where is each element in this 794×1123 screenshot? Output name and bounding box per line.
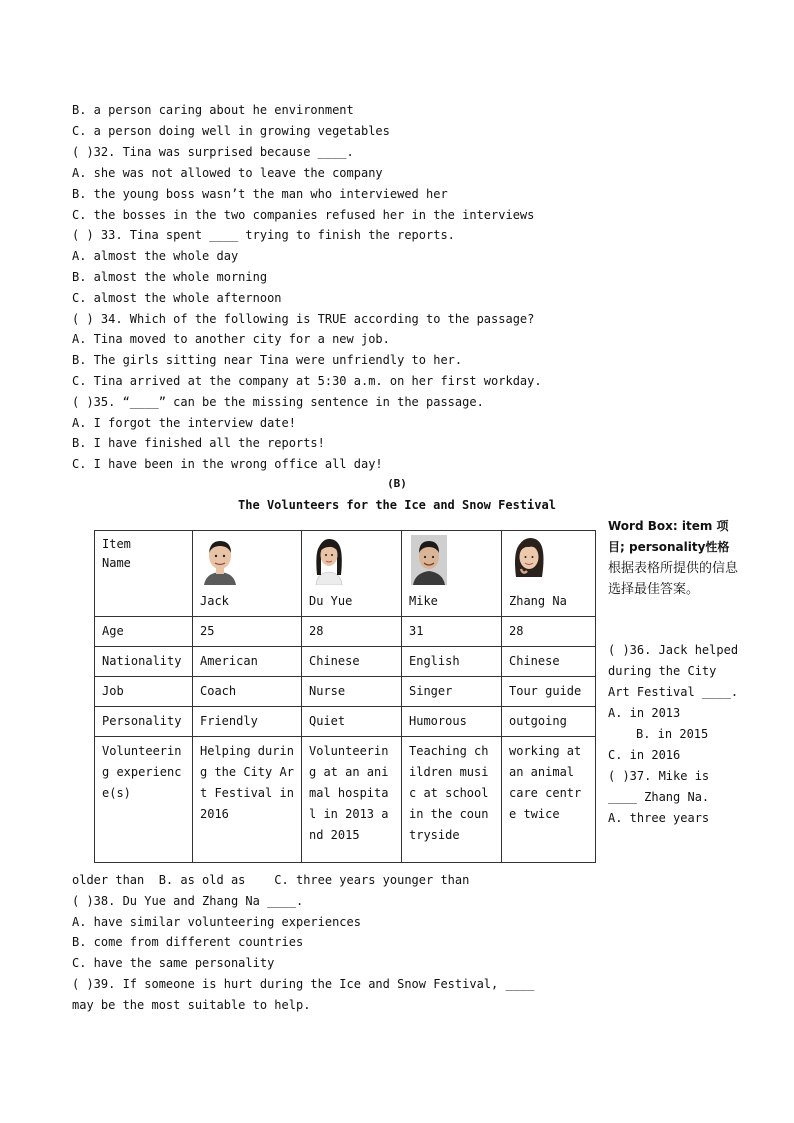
zhang-na-photo (511, 535, 547, 585)
table-row (95, 617, 596, 647)
side-questions (608, 640, 740, 829)
jack-photo (202, 535, 238, 585)
table-cell: 28 (502, 617, 596, 647)
text-line: B. come from different countries (72, 935, 304, 949)
question-34: ( ) 34. Which of the following is TRUE according to the passage? (72, 312, 535, 326)
row-label: Personality (95, 707, 193, 737)
text-line: older than B. as old as C. three years younger than (72, 873, 470, 887)
text-line: A. Tina moved to another city for a new job. (72, 332, 390, 346)
question-36: ( )36. Jack helped during the City Art Festival ____. (608, 643, 739, 699)
table-cell: Friendly (193, 707, 302, 737)
text-line: C. almost the whole afternoon (72, 291, 282, 305)
question-33: ( ) 33. Tina spent ____ trying to finish the reports. (72, 228, 455, 242)
section-title: The Volunteers for the Ice and Snow Festival (238, 498, 556, 512)
table-corner-cell (95, 531, 193, 617)
row-label: Job (95, 677, 193, 707)
person-cell-jack (193, 531, 302, 617)
person-cell-mike (402, 531, 502, 617)
corner-label: Item Name (102, 537, 131, 570)
table-cell: English (402, 647, 502, 677)
question-38: ( )38. Du Yue and Zhang Na ____. (72, 894, 304, 908)
text-line: may be the most suitable to help. (72, 998, 311, 1012)
table-cell: Chinese (502, 647, 596, 677)
option-text: B. in 2015 (636, 727, 709, 741)
table-row (95, 647, 596, 677)
table-cell: Coach (193, 677, 302, 707)
text-line: B. I have finished all the reports! (72, 436, 325, 450)
table-cell: Nurse (302, 677, 402, 707)
table-cell: 31 (402, 617, 502, 647)
option-text: A. three years (608, 811, 710, 825)
text-line: B. The girls sitting near Tina were unfriendly to her. (72, 353, 463, 367)
table-row (95, 677, 596, 707)
option-text: C. in 2016 (608, 748, 681, 762)
question-39: ( )39. If someone is hurt during the Ice and Snow Festival, ____ (72, 977, 535, 991)
text-line: B. the young boss wasn’t the man who interviewed her (72, 187, 448, 201)
text-line: C. Tina arrived at the company at 5:30 a.m. on her first workday. (72, 374, 542, 388)
text-line: A. have similar volunteering experiences (72, 915, 361, 929)
table-cell: Volunteering at an animal hospital in 2013 and 2015 (302, 737, 402, 863)
side-column (608, 516, 740, 600)
mike-photo (411, 535, 447, 585)
question-35: ( )35. “____” can be the missing sentence in the passage. (72, 395, 484, 409)
table-cell: American (193, 647, 302, 677)
text-line: C. a person doing well in growing vegetables (72, 124, 390, 138)
person-name: Jack (200, 594, 229, 608)
volunteer-table (94, 530, 596, 863)
word-box: Word Box: item 项目; personality性格 (608, 519, 730, 554)
option-text: A. in 2013 (608, 706, 681, 720)
section-label: (B) (387, 477, 407, 490)
text-line: A. she was not allowed to leave the company (72, 166, 383, 180)
text-line: C. I have been in the wrong office all day! (72, 457, 383, 471)
person-cell-zhang-na (502, 531, 596, 617)
table-row (95, 707, 596, 737)
table-cell: 25 (193, 617, 302, 647)
text-line: A. almost the whole day (72, 249, 239, 263)
text-line: A. I forgot the interview date! (72, 416, 296, 430)
table-cell: outgoing (502, 707, 596, 737)
table-row (95, 737, 596, 863)
table-cell: Teaching children music at school in the countryside (402, 737, 502, 863)
person-cell-du-yue (302, 531, 402, 617)
table-cell: Quiet (302, 707, 402, 737)
table-cell: 28 (302, 617, 402, 647)
table-cell: Singer (402, 677, 502, 707)
text-line: B. a person caring about he environment (72, 103, 354, 117)
table-cell: Tour guide (502, 677, 596, 707)
table-cell: Chinese (302, 647, 402, 677)
instruction-text: 根据表格所提供的信息选择最佳答案。 (608, 561, 739, 597)
table-cell: working at an animal care centre twice (502, 737, 596, 863)
text-line: B. almost the whole morning (72, 270, 268, 284)
row-label: Age (95, 617, 193, 647)
du-yue-photo (311, 535, 347, 585)
question-37: ( )37. Mike is ____ Zhang Na. (608, 769, 710, 804)
person-name: Mike (409, 594, 438, 608)
table-cell: Helping during the City Art Festival in 2016 (193, 737, 302, 863)
text-line: C. the bosses in the two companies refused her in the interviews (72, 208, 535, 222)
person-name: Zhang Na (509, 594, 567, 608)
row-label: Volunteering experience(s) (95, 737, 193, 863)
table-row-names (95, 531, 596, 617)
text-line: C. have the same personality (72, 956, 275, 970)
person-name: Du Yue (309, 594, 353, 608)
table-cell: Humorous (402, 707, 502, 737)
row-label: Nationality (95, 647, 193, 677)
question-32: ( )32. Tina was surprised because ____. (72, 145, 354, 159)
